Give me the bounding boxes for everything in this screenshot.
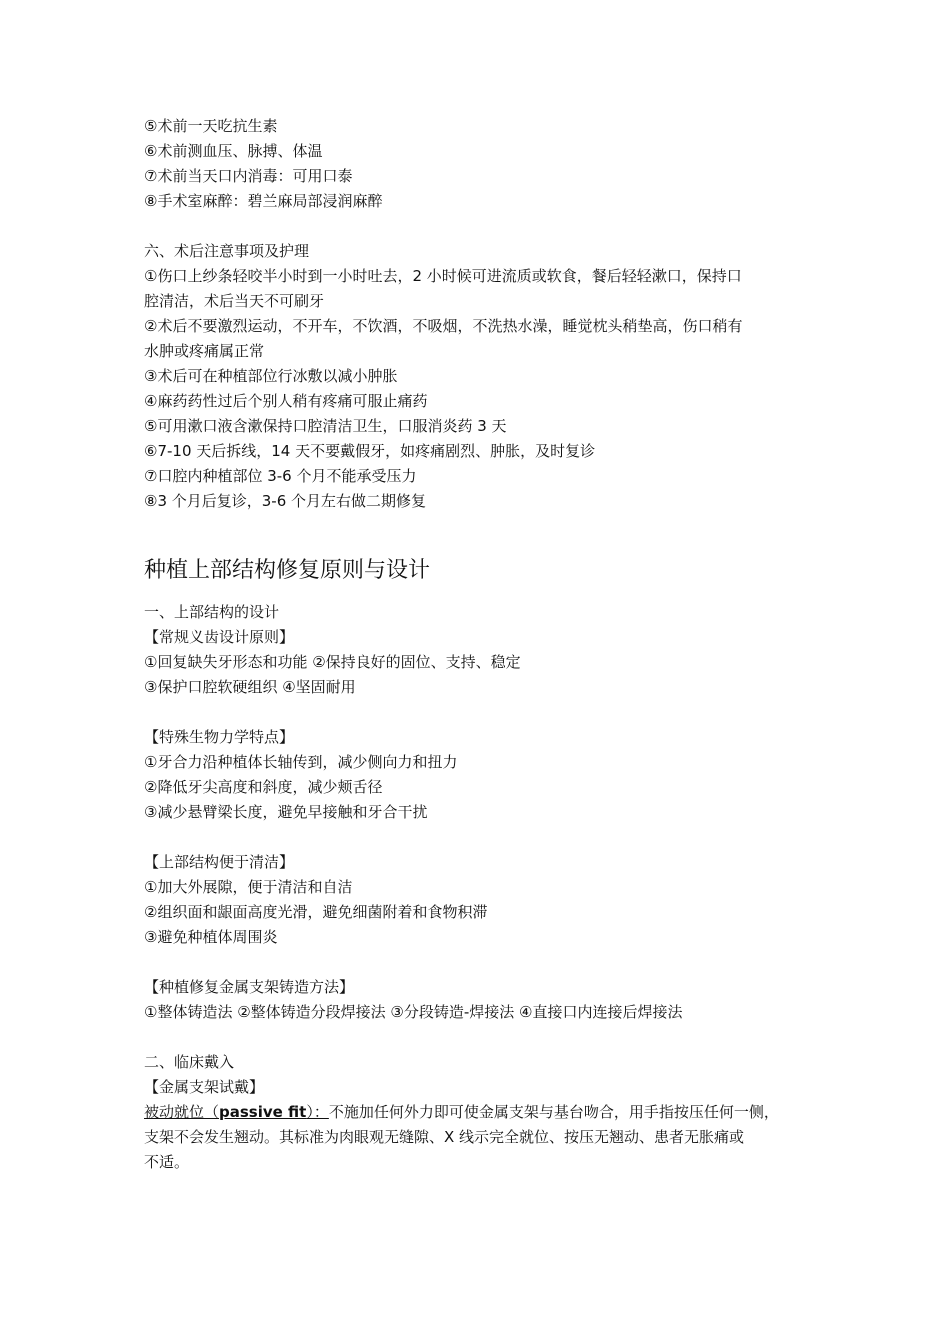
list-item: ⑤可用漱口液含漱保持口腔清洁卫生，口服消炎药 3 天 <box>144 417 507 435</box>
cleaning-label: 【上部结构便于清洁】 <box>144 853 295 871</box>
spacer <box>144 950 814 975</box>
list-item: ⑦口腔内种植部位 3-6 个月不能承受压力 <box>144 467 417 485</box>
list-item: 腔清洁，术后当天不可刷牙 <box>144 292 325 310</box>
list-item: ④麻药药性过后个别人稍有疼痛可服止痛药 <box>144 392 428 410</box>
postop-heading: 六、术后注意事项及护理 <box>144 242 310 260</box>
list-item: ①整体铸造法 ②整体铸造分段焊接法 ③分段铸造-焊接法 ④直接口内连接后焊接法 <box>144 1003 683 1021</box>
list-item: ⑥7-10 天后拆线，14 天不要戴假牙，如疼痛剧烈、肿胀，及时复诊 <box>144 442 596 460</box>
list-item: ③减少悬臂梁长度，避免早接触和牙合干扰 <box>144 803 428 821</box>
conventional-label: 【常规义齿设计原则】 <box>144 628 295 646</box>
list-item: ⑦术前当天口内消毒：可用口泰 <box>144 167 353 185</box>
term-prefix: 被动就位（ <box>144 1103 220 1121</box>
definition-line: 支架不会发生翘动。其标准为肉眼观无缝隙、X 线示完全就位、按压无翘动、患者无胀痛或 <box>144 1128 745 1146</box>
clinical-heading: 二、临床戴入 <box>144 1053 235 1071</box>
list-item: ②组织面和龈面高度光滑，避免细菌附着和食物积滞 <box>144 903 488 921</box>
clinical-section <box>144 1050 814 1175</box>
list-item: ⑧3 个月后复诊，3-6 个月左右做二期修复 <box>144 492 427 510</box>
definition-text: 不施加任何外力即可使金属支架与基台吻合，用手指按压任何一侧， <box>328 1103 779 1121</box>
spacer <box>144 214 814 239</box>
passive-fit-definition <box>144 1100 814 1125</box>
casting-label: 【种植修复金属支架铸造方法】 <box>144 978 355 996</box>
list-item: ⑤术前一天吃抗生素 <box>144 117 278 135</box>
preop-list <box>144 114 814 214</box>
postop-section <box>144 239 814 514</box>
term-english: passive fit <box>219 1103 307 1121</box>
spacer <box>144 514 814 554</box>
list-item: ①加大外展隙，便于清洁和自洁 <box>144 878 353 896</box>
list-item: ①回复缺失牙形态和功能 ②保持良好的固位、支持、稳定 <box>144 653 521 671</box>
document-page <box>144 114 814 1175</box>
spacer <box>144 825 814 850</box>
list-item: ①牙合力沿种植体长轴传到，减少侧向力和扭力 <box>144 753 458 771</box>
list-item: ②术后不要激烈运动，不开车，不饮酒，不吸烟，不洗热水澡，睡觉枕头稍垫高，伤口稍有 <box>144 317 743 335</box>
spacer <box>144 700 814 725</box>
list-item: ②降低牙尖高度和斜度，减少颊舌径 <box>144 778 383 796</box>
list-item: ③保护口腔软硬组织 ④坚固耐用 <box>144 678 356 696</box>
term-suffix: ）： <box>306 1103 329 1121</box>
tryin-label: 【金属支架试戴】 <box>144 1078 265 1096</box>
list-item: ①伤口上纱条轻咬半小时到一小时吐去，2 小时候可进流质或软食，餐后轻轻漱口，保持口 <box>144 267 742 285</box>
design-section <box>144 600 814 1025</box>
list-item: ⑥术前测血压、脉搏、体温 <box>144 142 323 160</box>
passive-fit-term <box>144 1103 329 1121</box>
biomech-label: 【特殊生物力学特点】 <box>144 728 295 746</box>
list-item: ③避免种植体周围炎 <box>144 928 278 946</box>
list-item: 水肿或疼痛属正常 <box>144 342 265 360</box>
definition-line: 不适。 <box>144 1153 190 1171</box>
list-item: ⑧手术室麻醉：碧兰麻局部浸润麻醉 <box>144 192 383 210</box>
design-heading: 一、上部结构的设计 <box>144 603 280 621</box>
list-item: ③术后可在种植部位行冰敷以减小肿胀 <box>144 367 398 385</box>
spacer <box>144 1025 814 1050</box>
section-title: 种植上部结构修复原则与设计 <box>144 558 431 583</box>
